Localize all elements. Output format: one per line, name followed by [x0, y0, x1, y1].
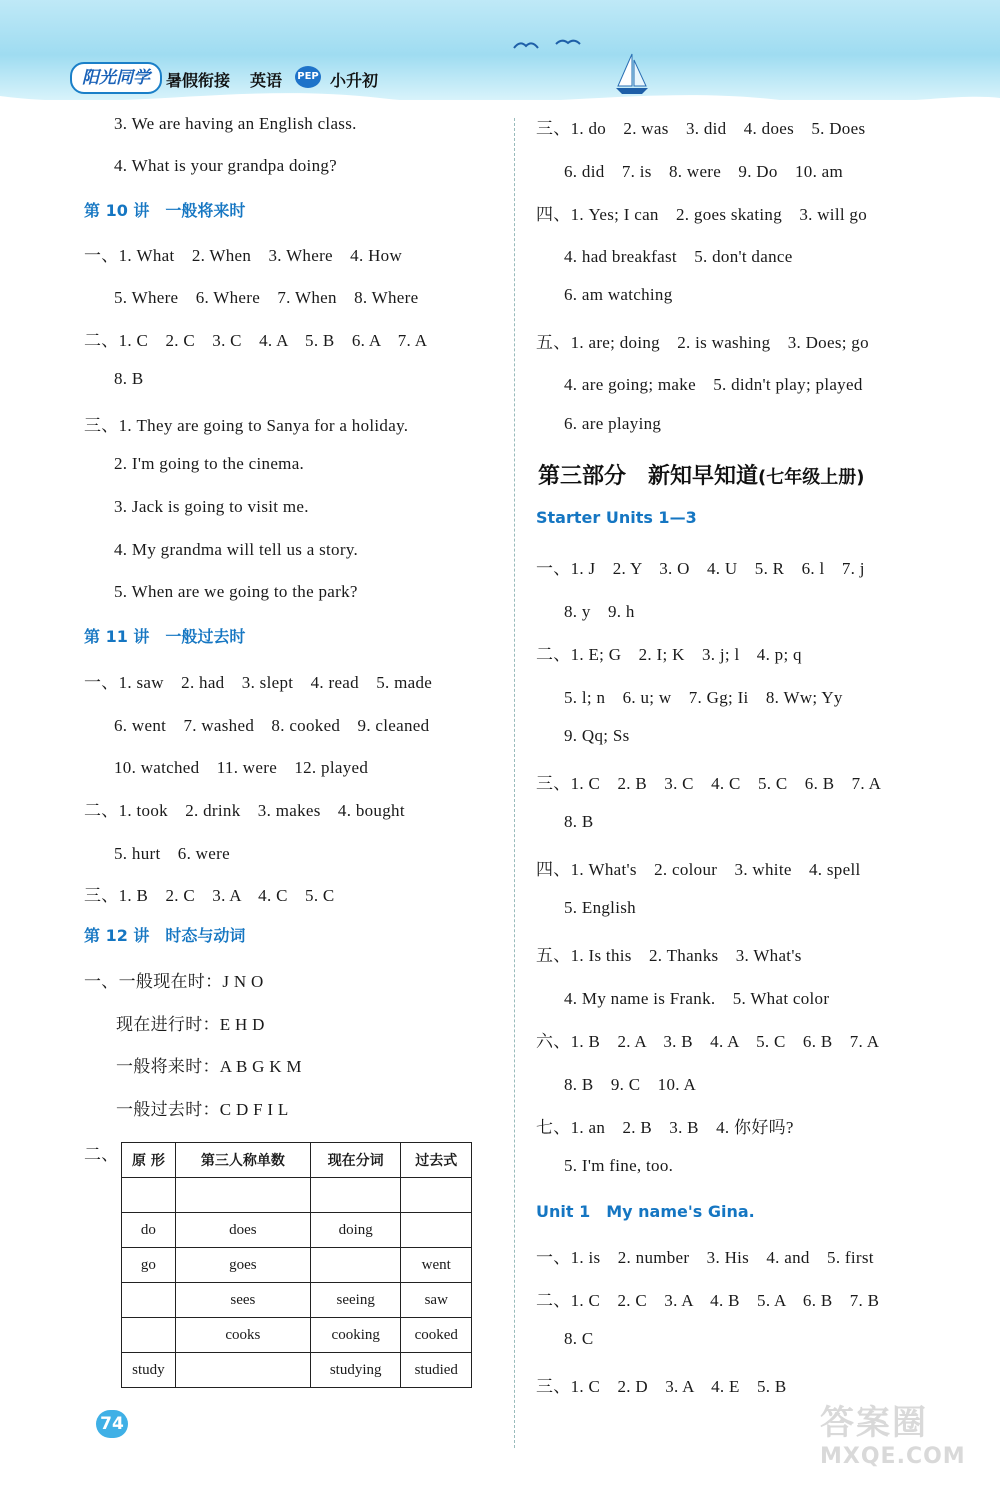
answer-line: 4. What is your grandpa doing?	[114, 156, 338, 175]
table-cell	[175, 1178, 310, 1213]
answer-line: 四、1. Yes; I can 2. goes skating 3. will go	[536, 205, 868, 224]
watermark-url: MXQE.COM	[820, 1444, 966, 1469]
answer-line: 五、1. are; doing 2. is washing 3. Does; go	[536, 333, 869, 352]
answer-line: 4. My grandma will tell us a story.	[114, 540, 359, 559]
table-row	[122, 1178, 472, 1213]
answer-line: 一、一般现在时：J N O	[84, 972, 264, 991]
answer-line: 3. We are having an English class.	[114, 114, 357, 133]
table-cell: saw	[401, 1283, 472, 1318]
answer-line: 二、1. C 2. C 3. A 4. B 5. A 6. B 7. B	[536, 1291, 880, 1310]
answer-line: 6. went 7. washed 8. cooked 9. cleaned	[114, 716, 430, 735]
table-cell: studying	[310, 1353, 401, 1388]
section-heading-lesson-12: 第 12 讲 时态与动词	[84, 926, 246, 945]
answer-line: 一、1. What 2. When 3. Where 4. How	[84, 246, 403, 265]
table-header: 现在分词	[310, 1143, 401, 1178]
table-cell	[175, 1353, 310, 1388]
verb-forms-table	[121, 1142, 472, 1388]
answer-line: 10. watched 11. were 12. played	[114, 758, 369, 777]
answer-line: 六、1. B 2. A 3. B 4. A 5. C 6. B 7. A	[536, 1032, 880, 1051]
table-cell: cooked	[401, 1318, 472, 1353]
page-number: 74	[96, 1410, 128, 1438]
book-title: 暑假衔接	[166, 71, 231, 90]
table-cell	[122, 1318, 176, 1353]
brand-logo: 阳光同学	[70, 62, 162, 94]
table-header: 过去式	[401, 1143, 472, 1178]
answer-line: 二、	[84, 1145, 119, 1164]
pep-badge: PEP	[295, 66, 321, 88]
table-cell: cooking	[310, 1318, 401, 1353]
answer-line: 8. B	[564, 812, 594, 831]
table-cell: do	[122, 1213, 176, 1248]
part-three-title: 第三部分 新知早知道	[538, 464, 759, 489]
table-cell: studied	[401, 1353, 472, 1388]
answer-line: 二、1. E; G 2. I; K 3. j; l 4. p; q	[536, 645, 802, 664]
answer-line: 5. I'm fine, too.	[564, 1156, 674, 1175]
site-watermark	[820, 1395, 990, 1475]
table-cell	[401, 1213, 472, 1248]
table-row	[122, 1283, 472, 1318]
table-cell: doing	[310, 1213, 401, 1248]
section-heading-starter-units: Starter Units 1—3	[536, 508, 697, 527]
table-cell: does	[175, 1213, 310, 1248]
level-label: 小升初	[330, 71, 379, 90]
answer-line: 8. B	[114, 369, 144, 388]
answer-line: 5. hurt 6. were	[114, 844, 230, 863]
section-heading-lesson-10: 第 10 讲 一般将来时	[84, 201, 246, 220]
answer-line: 三、1. C 2. D 3. A 4. E 5. B	[536, 1377, 787, 1396]
subject-label: 英语	[250, 71, 283, 90]
section-heading-unit-1: Unit 1 My name's Gina.	[536, 1202, 755, 1221]
answer-line: 一、1. saw 2. had 3. slept 4. read 5. made	[84, 673, 433, 692]
answer-line: 4. My name is Frank. 5. What color	[564, 989, 830, 1008]
table-header: 第三人称单数	[175, 1143, 310, 1178]
table-cell	[310, 1248, 401, 1283]
answer-line: 2. I'm going to the cinema.	[114, 454, 305, 473]
answer-line: 8. y 9. h	[564, 602, 635, 621]
table-cell: sees	[175, 1283, 310, 1318]
table-cell: cooks	[175, 1318, 310, 1353]
sailboat-icon	[612, 52, 652, 98]
answer-line: 三、1. They are going to Sanya for a holiday.	[84, 416, 409, 435]
table-row	[122, 1353, 472, 1388]
column-divider	[514, 118, 515, 1448]
table-row	[122, 1213, 472, 1248]
answer-line: 五、1. Is this 2. Thanks 3. What's	[536, 946, 802, 965]
answer-line: 二、1. C 2. C 3. C 4. A 5. B 6. A 7. A	[84, 331, 428, 350]
answer-line: 4. had breakfast 5. don't dance	[564, 247, 793, 266]
answer-line: 9. Qq; Ss	[564, 726, 630, 745]
answer-line: 三、1. B 2. C 3. A 4. C 5. C	[84, 886, 335, 905]
table-cell: go	[122, 1248, 176, 1283]
table-cell: seeing	[310, 1283, 401, 1318]
table-cell	[122, 1283, 176, 1318]
answer-line: 8. C	[564, 1329, 594, 1348]
answer-line: 3. Jack is going to visit me.	[114, 497, 309, 516]
answer-line: 三、1. do 2. was 3. did 4. does 5. Does	[536, 119, 866, 138]
answer-line: 二、1. took 2. drink 3. makes 4. bought	[84, 801, 405, 820]
answer-line: 一般过去时：C D F I L	[116, 1100, 289, 1119]
table-cell	[122, 1178, 176, 1213]
answer-line: 8. B 9. C 10. A	[564, 1075, 697, 1094]
answer-line: 一、1. J 2. Y 3. O 4. U 5. R 6. l 7. j	[536, 559, 865, 578]
watermark-logo-text: 答案圈	[820, 1403, 928, 1443]
table-cell: study	[122, 1353, 176, 1388]
table-row	[122, 1248, 472, 1283]
table-cell	[310, 1178, 401, 1213]
table-cell: went	[401, 1248, 472, 1283]
answer-line: 一、1. is 2. number 3. His 4. and 5. first	[536, 1248, 874, 1267]
part-three-heading	[538, 459, 864, 490]
answer-line: 6. are playing	[564, 414, 662, 433]
answer-line: 一般将来时：A B G K M	[116, 1057, 302, 1076]
answer-line: 5. When are we going to the park?	[114, 582, 358, 601]
section-heading-lesson-11: 第 11 讲 一般过去时	[84, 627, 246, 646]
table-header: 原 形	[122, 1143, 176, 1178]
table-header-row	[122, 1143, 472, 1178]
answer-line: 6. am watching	[564, 285, 673, 304]
answer-line: 6. did 7. is 8. were 9. Do 10. am	[564, 162, 844, 181]
answer-line: 4. are going; make 5. didn't play; played	[564, 375, 863, 394]
answer-line: 现在进行时：E H D	[116, 1015, 265, 1034]
answer-line: 5. l; n 6. u; w 7. Gg; Ii 8. Ww; Yy	[564, 688, 843, 707]
answer-line: 四、1. What's 2. colour 3. white 4. spell	[536, 860, 861, 879]
answer-line: 5. Where 6. Where 7. When 8. Where	[114, 288, 419, 307]
answer-line: 三、1. C 2. B 3. C 4. C 5. C 6. B 7. A	[536, 774, 882, 793]
table-cell	[401, 1178, 472, 1213]
answer-line: 七、1. an 2. B 3. B 4. 你好吗?	[536, 1118, 794, 1137]
seagull-icon	[512, 38, 582, 54]
answer-line: 5. English	[564, 898, 636, 917]
table-row	[122, 1318, 472, 1353]
table-cell: goes	[175, 1248, 310, 1283]
part-three-subtitle: (七年级上册)	[758, 467, 865, 488]
